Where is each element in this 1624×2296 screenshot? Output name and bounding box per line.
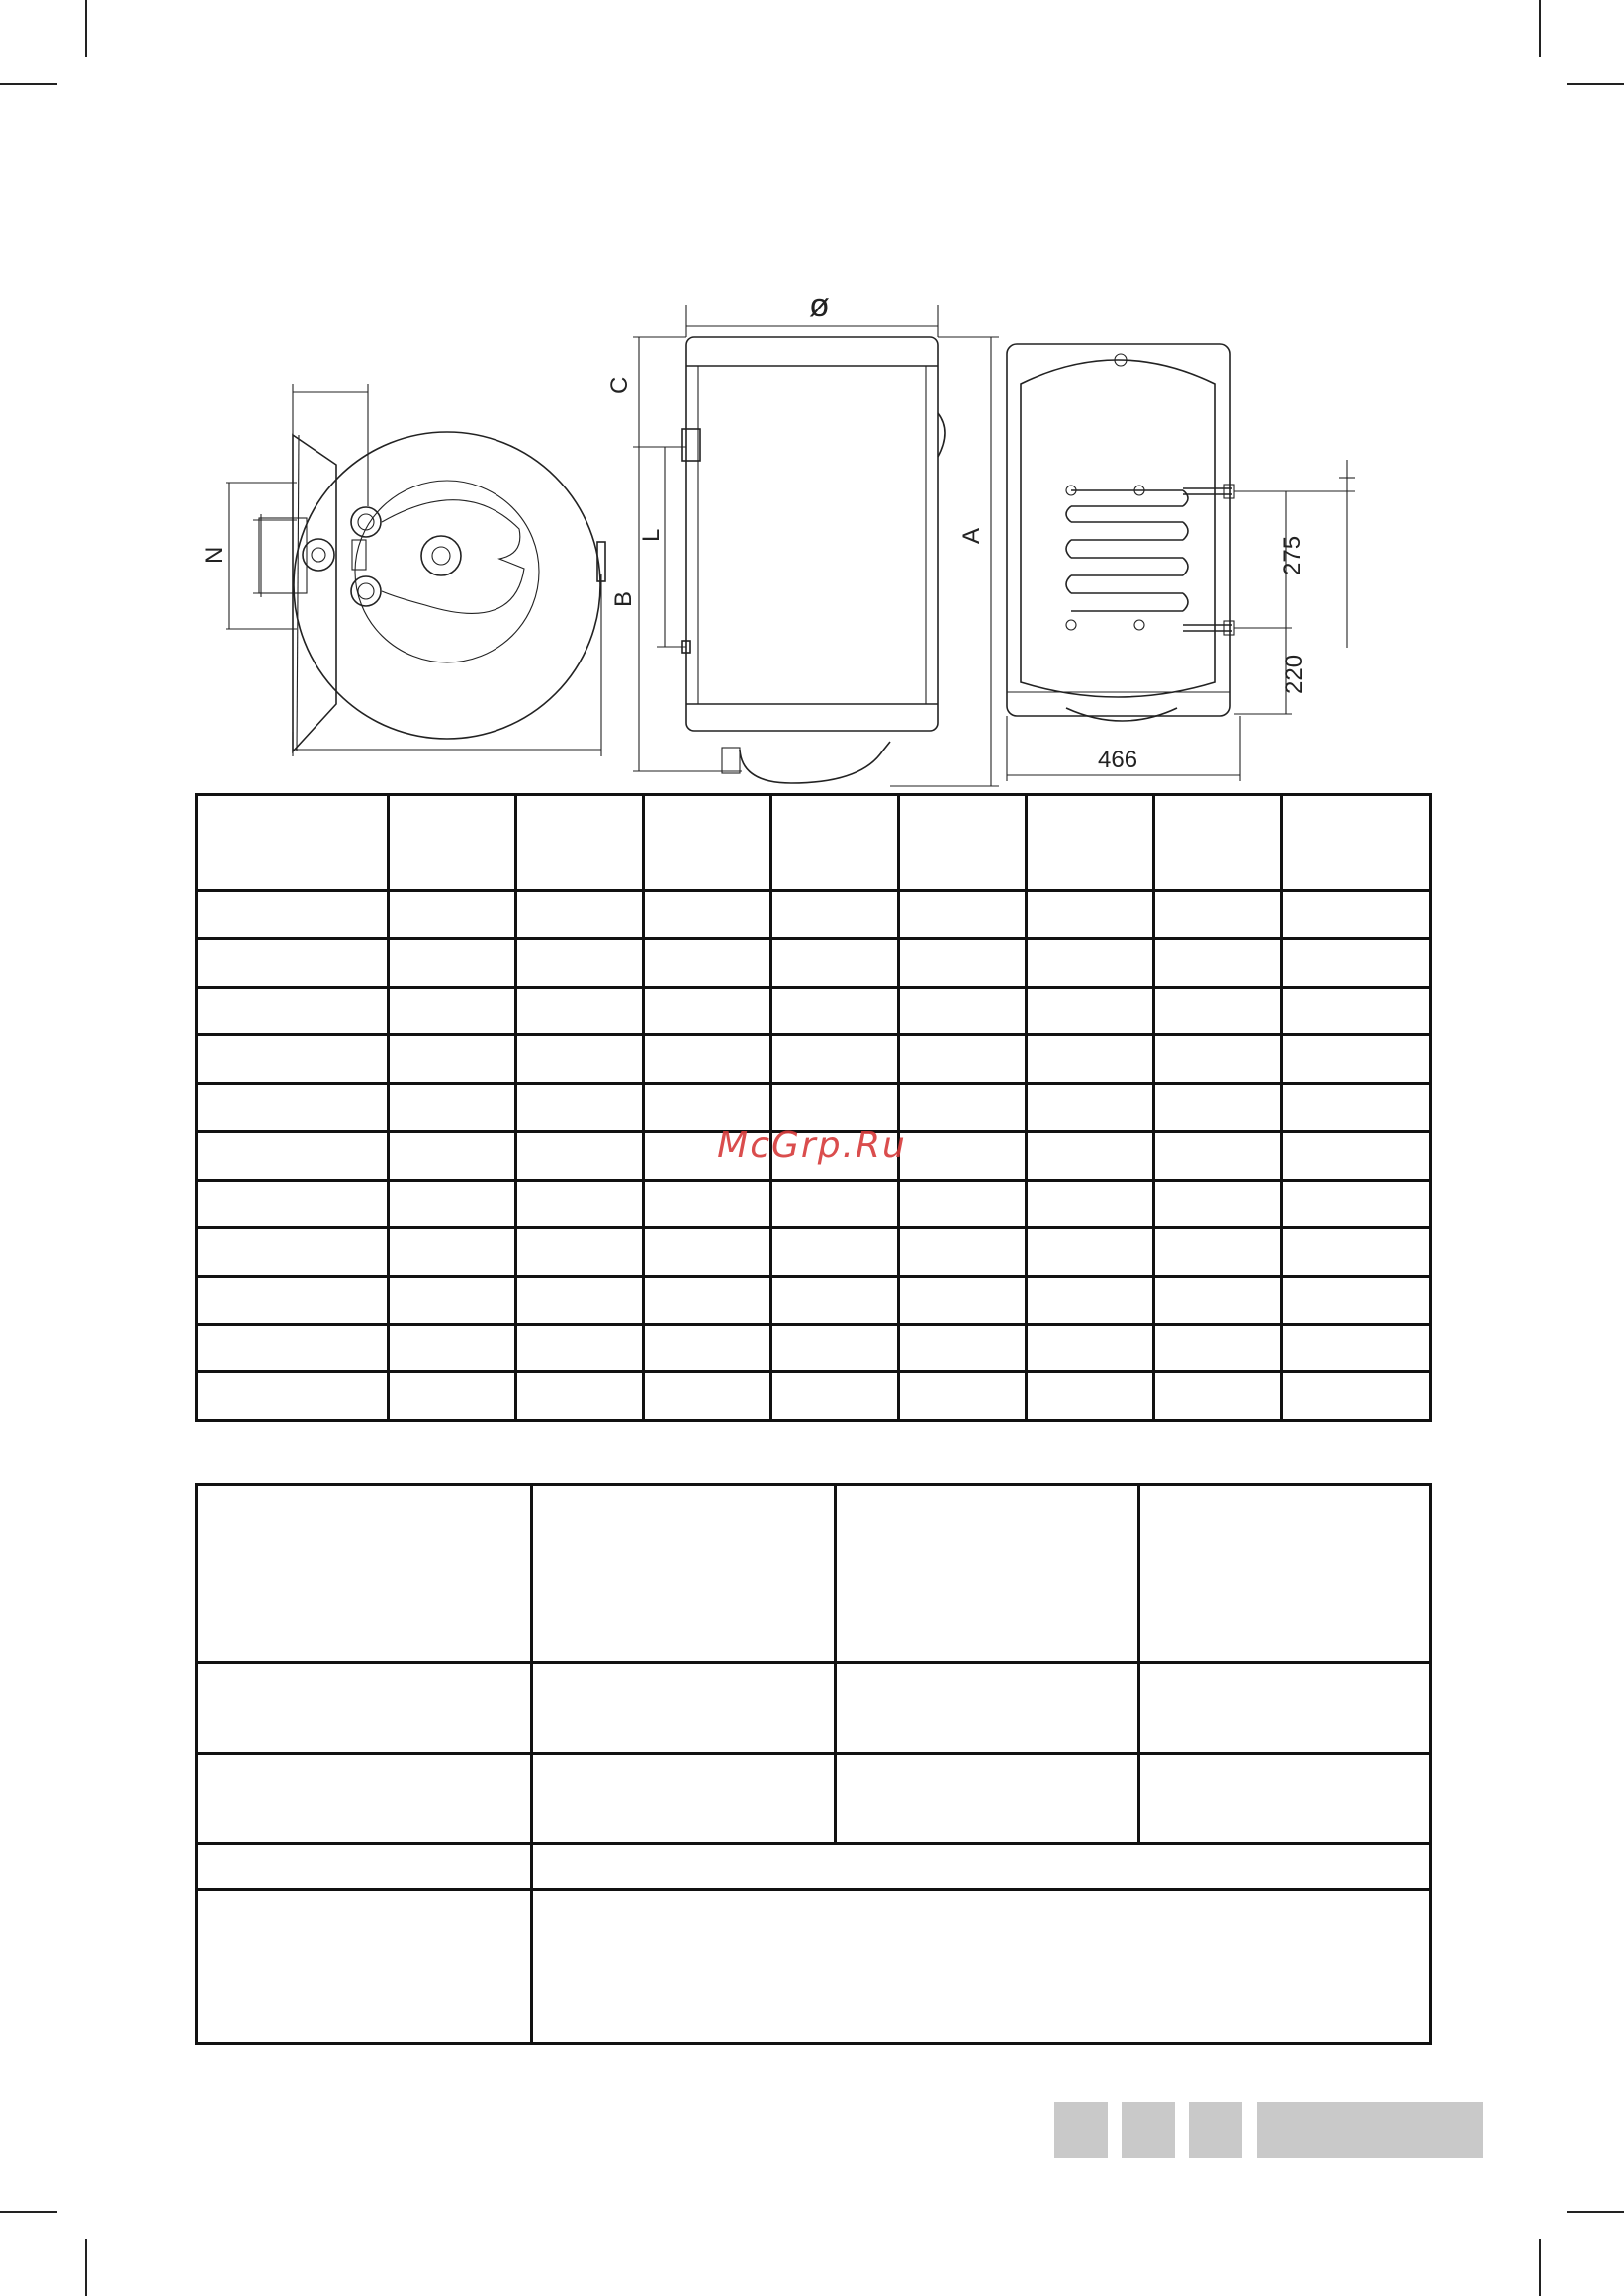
dim-c-label: C <box>606 376 633 394</box>
table-cell <box>899 939 1027 988</box>
table-cell <box>644 939 771 988</box>
table-cell <box>389 1324 516 1372</box>
table-cell <box>197 1324 389 1372</box>
table-cell <box>899 1372 1027 1421</box>
specs-table <box>195 1483 1432 2045</box>
table-cell <box>644 1324 771 1372</box>
table-row <box>197 1754 1431 1843</box>
table-cell <box>1154 939 1282 988</box>
table-cell <box>1139 1485 1431 1663</box>
table-cell <box>771 1276 899 1324</box>
table-cell <box>389 1228 516 1277</box>
crop-mark <box>0 2211 57 2213</box>
table-cell <box>197 939 389 988</box>
dimensions-table <box>195 793 1432 1422</box>
section-view <box>1007 344 1355 781</box>
table-cell <box>1027 1276 1154 1324</box>
table-cell <box>1282 1035 1431 1084</box>
table-cell <box>1282 795 1431 891</box>
table-cell <box>1154 1035 1282 1084</box>
table-cell <box>389 1180 516 1228</box>
table-row <box>197 1180 1431 1228</box>
dim-275-label: 275 <box>1279 535 1306 575</box>
crop-mark <box>1567 2211 1624 2213</box>
table-cell <box>899 1276 1027 1324</box>
table-cell <box>197 1754 532 1843</box>
table-cell <box>516 1084 644 1132</box>
table-cell <box>516 939 644 988</box>
table-cell <box>197 1889 532 2043</box>
table-cell <box>1027 1228 1154 1277</box>
table-cell <box>197 1180 389 1228</box>
table-cell <box>644 795 771 891</box>
table-cell <box>389 1035 516 1084</box>
table-row <box>197 939 1431 988</box>
dim-l-label: L <box>638 528 665 542</box>
table-cell <box>389 1276 516 1324</box>
table-cell <box>1154 987 1282 1035</box>
table-cell <box>1154 795 1282 891</box>
table-cell <box>197 795 389 891</box>
page-box <box>1122 2102 1175 2158</box>
table-cell <box>1154 1324 1282 1372</box>
table-row <box>197 1485 1431 1663</box>
table-cell <box>1139 1754 1431 1843</box>
table-cell <box>532 1843 1431 1889</box>
dim-n-label: N <box>201 546 227 564</box>
table-cell <box>899 891 1027 939</box>
table-cell <box>1154 1228 1282 1277</box>
table-cell <box>644 1276 771 1324</box>
table-row <box>197 1889 1431 2043</box>
table-cell <box>1027 891 1154 939</box>
dim-a-label: A <box>958 527 985 544</box>
table-cell <box>197 1663 532 1754</box>
table-cell <box>644 1084 771 1132</box>
table-row <box>197 1843 1431 1889</box>
dim-diameter-label: ø <box>809 287 830 324</box>
table-cell <box>516 1035 644 1084</box>
table-row <box>197 1324 1431 1372</box>
table-cell <box>1154 891 1282 939</box>
table-cell <box>389 795 516 891</box>
dim-b-label: B <box>610 590 637 607</box>
table-cell <box>771 891 899 939</box>
table-cell <box>771 939 899 988</box>
table-cell <box>1154 1180 1282 1228</box>
table-row <box>197 1276 1431 1324</box>
table-cell <box>771 1035 899 1084</box>
table-cell <box>197 1843 532 1889</box>
crop-mark <box>1539 2239 1541 2296</box>
table-cell <box>644 1035 771 1084</box>
table-cell <box>532 1889 1431 2043</box>
table-cell <box>197 987 389 1035</box>
table-row <box>197 1663 1431 1754</box>
table-cell <box>899 1084 1027 1132</box>
table-row <box>197 1084 1431 1132</box>
table-cell <box>899 1324 1027 1372</box>
table-cell <box>771 1228 899 1277</box>
top-view <box>201 384 605 756</box>
table-cell <box>899 987 1027 1035</box>
page-box <box>1054 2102 1108 2158</box>
table-cell <box>644 1180 771 1228</box>
table-cell <box>771 1084 899 1132</box>
table-cell <box>389 1084 516 1132</box>
table-cell <box>197 1276 389 1324</box>
table-cell <box>644 1372 771 1421</box>
table-cell <box>197 891 389 939</box>
table-cell <box>532 1663 836 1754</box>
table-cell <box>1027 1324 1154 1372</box>
table-cell <box>771 1324 899 1372</box>
table-cell <box>197 1035 389 1084</box>
crop-mark <box>85 2239 87 2296</box>
table-cell <box>771 987 899 1035</box>
technical-drawing <box>0 0 1624 811</box>
table-cell <box>197 1372 389 1421</box>
table-row <box>197 987 1431 1035</box>
table-cell <box>1027 1035 1154 1084</box>
table-cell <box>644 891 771 939</box>
table-cell <box>516 1324 644 1372</box>
table-cell <box>644 1228 771 1277</box>
table-cell <box>197 1228 389 1277</box>
table-cell <box>899 1228 1027 1277</box>
table-cell <box>899 1180 1027 1228</box>
table-cell <box>532 1754 836 1843</box>
watermark: McGrp.Ru <box>717 1125 907 1166</box>
table-cell <box>1027 939 1154 988</box>
dim-220-label: 220 <box>1281 654 1308 694</box>
table-cell <box>389 891 516 939</box>
table-cell <box>1154 1372 1282 1421</box>
table-row <box>197 891 1431 939</box>
table-cell <box>836 1485 1139 1663</box>
table-cell <box>1282 1372 1431 1421</box>
table-cell <box>1139 1663 1431 1754</box>
table-cell <box>516 1372 644 1421</box>
table-cell <box>1027 795 1154 891</box>
table-cell <box>516 891 644 939</box>
table-cell <box>1282 1228 1431 1277</box>
table-row <box>197 1372 1431 1421</box>
table-cell <box>389 1372 516 1421</box>
table-cell <box>1027 987 1154 1035</box>
table-cell <box>516 1228 644 1277</box>
table-cell <box>197 1084 389 1132</box>
table-cell <box>1154 1276 1282 1324</box>
table-cell <box>771 795 899 891</box>
page-box <box>1257 2102 1483 2158</box>
table-cell <box>516 1276 644 1324</box>
table-cell <box>771 1180 899 1228</box>
table-header-row <box>197 795 1431 891</box>
table-cell <box>1027 1372 1154 1421</box>
table-cell <box>516 987 644 1035</box>
table-cell <box>1282 891 1431 939</box>
table-cell <box>1027 1180 1154 1228</box>
front-view <box>606 287 999 786</box>
table-cell <box>389 939 516 988</box>
table-cell <box>1282 1180 1431 1228</box>
table-row <box>197 1035 1431 1084</box>
table-cell <box>899 1035 1027 1084</box>
table-cell <box>532 1485 836 1663</box>
table-cell <box>516 1180 644 1228</box>
table-cell <box>197 1485 532 1663</box>
table-cell <box>644 987 771 1035</box>
table-cell <box>899 795 1027 891</box>
table-cell <box>1282 987 1431 1035</box>
table-cell <box>1282 939 1431 988</box>
table-row <box>197 1228 1431 1277</box>
table-cell <box>389 987 516 1035</box>
table-cell <box>1282 1324 1431 1372</box>
table-cell <box>1282 1084 1431 1132</box>
table-cell <box>771 1372 899 1421</box>
table-cell <box>1282 1276 1431 1324</box>
page-box <box>1189 2102 1242 2158</box>
table-cell <box>836 1663 1139 1754</box>
table-cell <box>516 795 644 891</box>
table-cell <box>836 1754 1139 1843</box>
dim-466-label: 466 <box>1098 747 1138 773</box>
table-cell <box>1027 1084 1154 1132</box>
table-cell <box>1154 1084 1282 1132</box>
